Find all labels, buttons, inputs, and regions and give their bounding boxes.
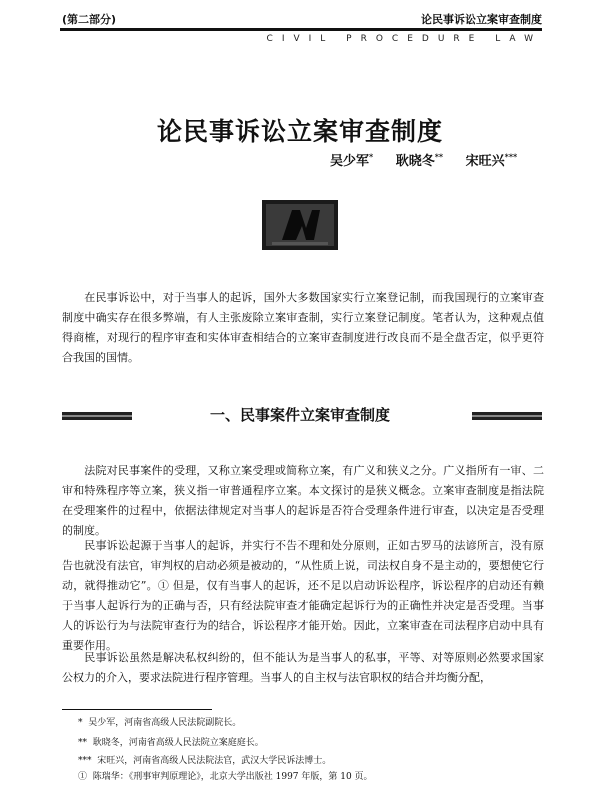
body-paragraph: 民事诉讼虽然是解决私权纠纷的，但不能认为是当事人的私事，平等、对等原则必然要求国家公权力的介入，要求法院进行程序管理。当事人的自主权与法官职权的结合并均衡分配，: [62, 651, 544, 684]
body-paragraph: 法院对民事案件的受理，又称立案受理或简称立案，有广义和狭义之分。广义指所有一审、二审和特殊程序等立案，狭义指一审普通程序立案。本文探讨的是狭义概念。立案审查制度是指法院在受理案件的过程中，依据法律规定对当事人的起诉是否符合受理条件进行审查，以决定是否受理的制度。: [62, 464, 544, 537]
header-rule: [60, 28, 542, 31]
footnote: ① 陈瑞华：《刑事审判原理论》，北京大学出版社 1997 年版，第 10 页。: [78, 772, 373, 782]
running-header-left: (第二部分): [62, 13, 117, 26]
author: 宋旺兴***: [465, 151, 518, 169]
abstract-paragraph: 在民事诉讼中，对于当事人的起诉，国外大多数国家实行立案登记制，而我国现行的立案审查制度中确实存在很多弊端，有人主张废除立案审查制，实行立案登记制度。笔者认为，这种观点值得商榷，对现行的程序审查和实体审查相结合的立案审查制度进行改良而不是全盘否定，似乎更符合我国的国情。: [62, 291, 544, 364]
section-heading: [0, 402, 600, 432]
footnote: ** 耿晓冬，河南省高级人民法院立案庭庭长。: [78, 738, 264, 748]
section-emblem-image: [262, 200, 338, 250]
footnote: * 吴少军，河南省高级人民法院副院长。: [78, 718, 242, 728]
author: 耿晓冬**: [395, 151, 444, 169]
section-title: 一、民事案件立案审查制度: [209, 406, 390, 424]
running-header-right: 论民事诉讼立案审查制度: [421, 13, 542, 26]
article-title: 论民事诉讼立案审查制度: [156, 117, 443, 146]
author: 吴少军*: [330, 151, 374, 169]
footnote-rule: [62, 709, 212, 710]
decorative-bar-right: [472, 412, 542, 420]
footnote: *** 宋旺兴，河南省高级人民法院法官，武汉大学民诉法博士。: [78, 756, 332, 766]
author-line: [330, 150, 535, 169]
running-header-subtitle: CIVIL PROCEDURE LAW: [266, 34, 542, 44]
body-paragraph: 民事诉讼起源于当事人的起诉，并实行不告不理和处分原则，正如古罗马的法谚所言，没有原告也就没有法官，审判权的启动必须是被动的，“从性质上说，司法权自身不是主动的，要想使它行动，就得推动它”。① 但是，仅有当事人的起诉，还不足以启动诉讼程序，诉讼程序的启动还有赖于当事人起诉行为的正确与否，只有经法院审查才能确定起诉行为的正确性并决定是否受理。当事人的诉讼行为与法院审查行为的结合，诉讼程序才能开始。因此，立案审查在司法程序启动中具有重要作用。: [62, 539, 544, 652]
